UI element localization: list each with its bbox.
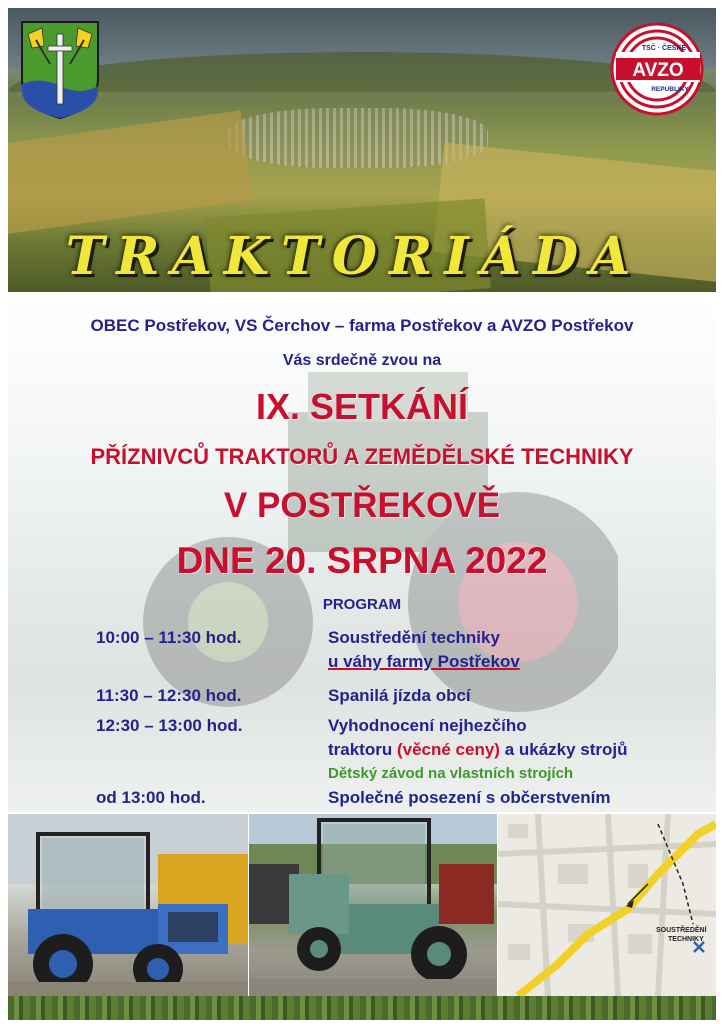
location-map [498,814,716,996]
schedule-description: Společné posezení s občerstvením [328,788,611,807]
avzo-logo-icon [610,22,704,116]
schedule-description-location: u váhy farmy Postřekov [328,652,520,671]
schedule-text: traktoru [328,740,397,759]
schedule-description-line2 [328,740,628,760]
kids-race-note: Dětský závod na vlastních strojích [328,765,574,782]
invitation-text: Vás srdečně zvou na [282,352,442,369]
poster-title: TRAKTORIÁDA [65,226,643,287]
schedule-text: a ukázky strojů [499,740,628,759]
event-date-heading: DNE 20. SRPNA 2022 [176,540,548,581]
map-graphic [498,814,716,996]
organizers-text: OBEC Postřekov, VS Čerchov – farma Postřekov a AVZO Postřekov [90,316,634,335]
blue-tractor-icon [8,814,248,996]
schedule-time: 11:30 – 12:30 hod. [96,686,242,705]
map-label-line2: TECHNIKY [668,936,704,943]
grass-footer [8,996,716,1020]
schedule-description: Soustředění techniky [328,628,500,647]
schedule-time: 10:00 – 11:30 hod. [96,628,242,647]
avzo-logo-top-text: TSČ · ČESKÉ [641,45,687,52]
prizes-note: (věcné ceny) [396,740,500,759]
event-subject-heading: PŘÍZNIVCŮ TRAKTORŮ A ZEMĚDĚLSKÉ TECHNIKY [90,444,634,469]
photo-blue-tractor [8,814,248,996]
coat-of-arms-icon [20,20,100,120]
event-place-heading: V POSTŘEKOVĚ [223,486,501,525]
schedule-description: Spanilá jízda obcí [328,686,471,705]
green-tractor-icon [249,814,497,996]
program-title: PROGRAM [322,596,402,613]
schedule-time: 12:30 – 13:00 hod. [96,716,243,735]
avzo-logo-bottom-text: REPUBLIKY [651,86,689,93]
event-number-heading: IX. SETKÁNÍ [255,386,469,427]
photo-green-tractor [249,814,497,996]
schedule-time: od 13:00 hod. [96,788,206,807]
avzo-logo-text: AVZO [632,60,684,81]
schedule-description: Vyhodnocení nejhezčího [328,716,527,735]
map-label-line1: SOUSTŘEDĚNÍ [656,927,707,934]
